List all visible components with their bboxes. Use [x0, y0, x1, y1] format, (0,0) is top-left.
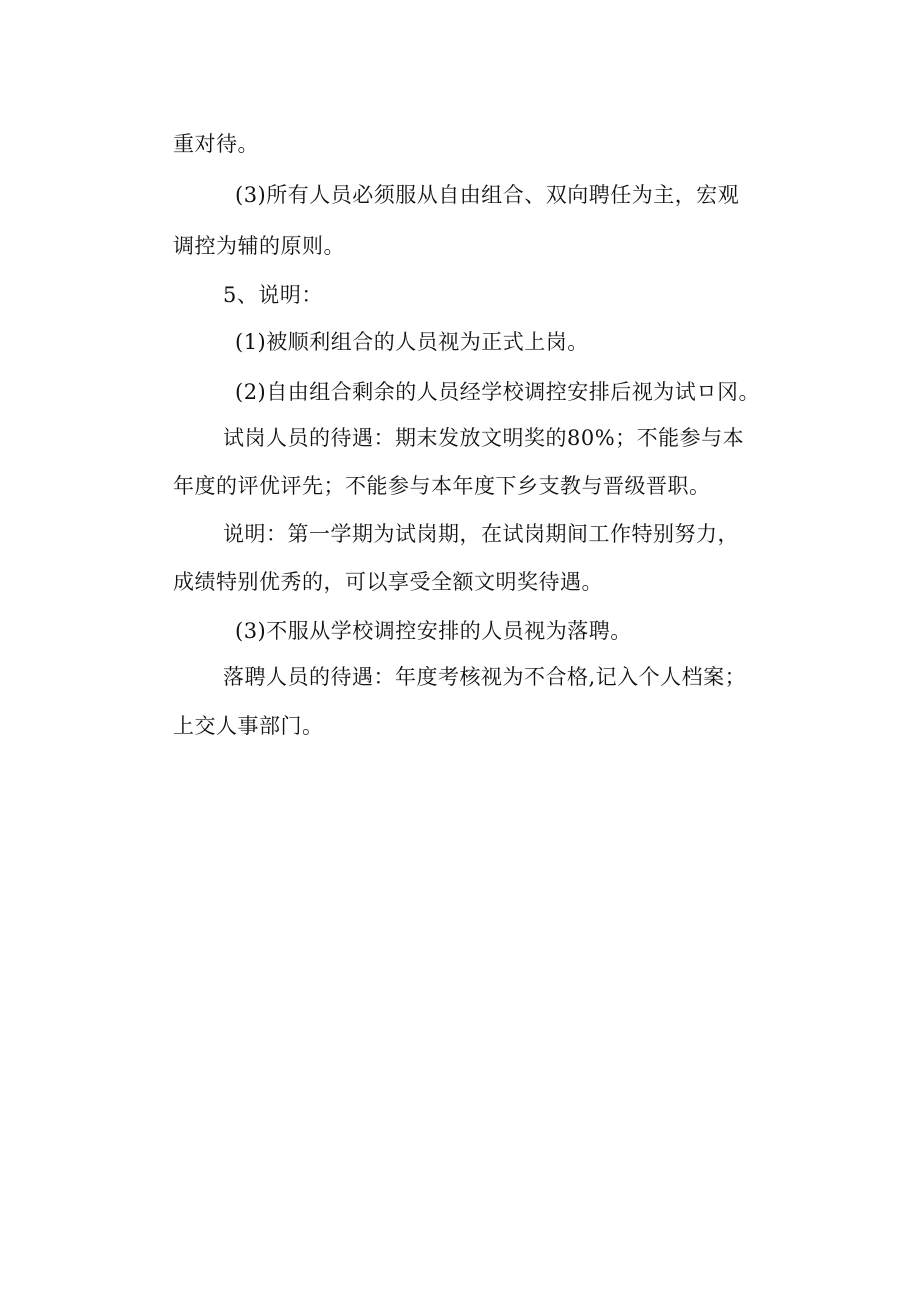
text-line: 试岗人员的待遇：期末发放文明奖的80%；不能参与本: [223, 426, 745, 450]
text-line: 说明：第一学期为试岗期，在试岗期间工作特别努力，: [223, 522, 739, 546]
text-line: 重对待。: [173, 132, 259, 156]
text-line: (1)被顺利组合的人员视为正式上岗。: [235, 330, 589, 354]
text-line: 调控为辅的原则。: [173, 234, 345, 258]
text-line: (3)所有人员必须服从自由组合、双向聘任为主，宏观: [235, 183, 740, 207]
text-line: 成绩特别优秀的，可以享受全额文明奖待遇。: [173, 570, 603, 594]
text-line: 落聘人员的待遇：年度考核视为不合格,记入个人档案；: [223, 665, 747, 689]
text-line: (3)不服从学校调控安排的人员视为落聘。: [235, 619, 632, 643]
text-line: (2)自由组合剩余的人员经学校调控安排后视为试ㅁ冈。: [235, 380, 761, 404]
text-line: 5、说明：: [223, 283, 323, 307]
text-line: 上交人事部门。: [173, 714, 324, 738]
text-line: 年度的评优评先；不能参与本年度下乡支教与晋级晋职。: [173, 474, 711, 498]
